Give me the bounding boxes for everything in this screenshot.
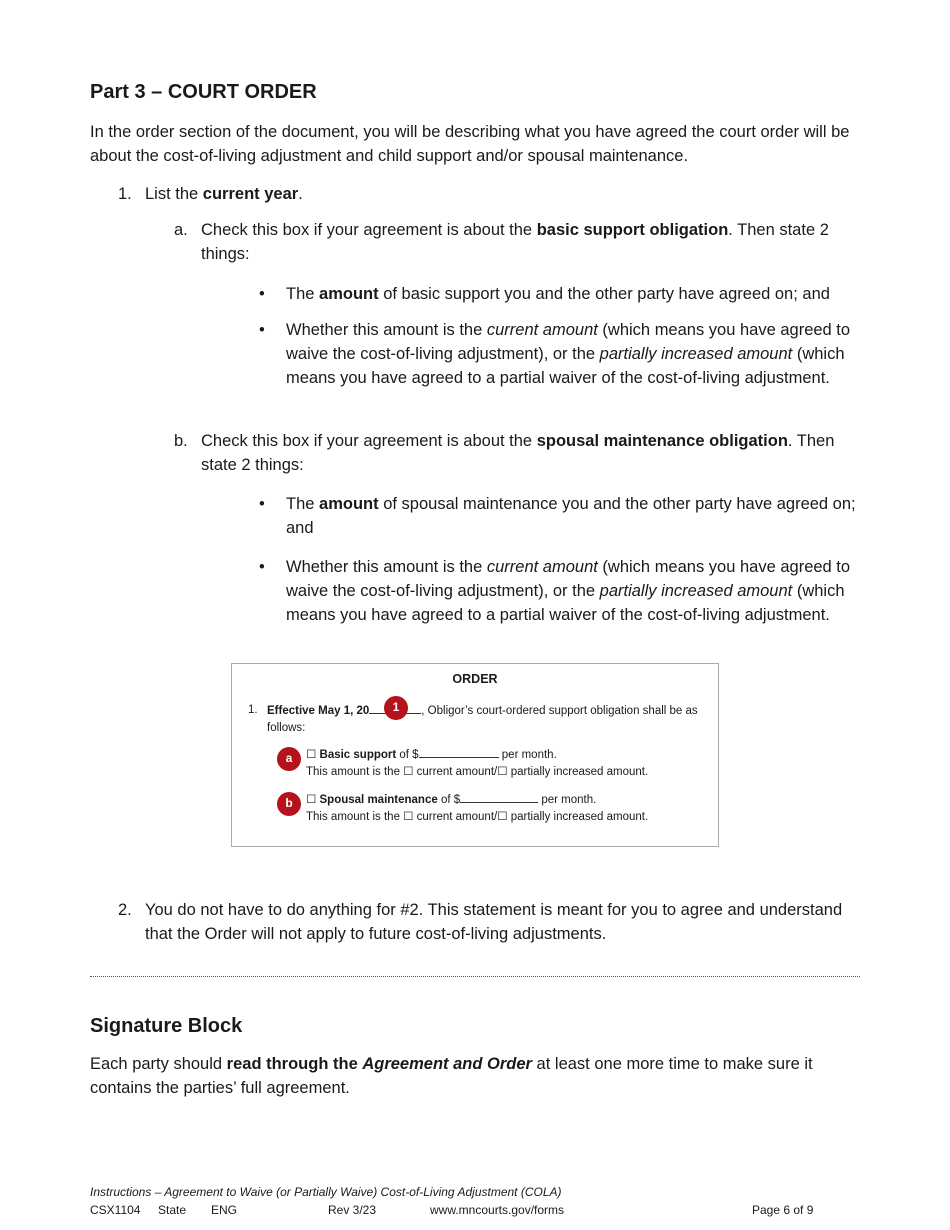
italic-text: partially increased amount bbox=[599, 345, 793, 363]
bold-text: amount bbox=[319, 495, 379, 513]
text: of $ bbox=[437, 794, 461, 806]
text: Whether this amount is the bbox=[286, 558, 487, 576]
order-title: ORDER bbox=[452, 672, 498, 686]
text: (which means you have agreed to waive the cost-of-living adjustment), or the bbox=[286, 321, 851, 363]
text: (which means you have agreed to waive the cost-of-living adjustment), or the bbox=[286, 558, 851, 600]
footer-revision: Rev 3/23 bbox=[328, 1203, 377, 1217]
bold-text: read through the bbox=[226, 1055, 363, 1073]
checkbox-icon: ☐ bbox=[306, 794, 317, 806]
bold-text: current year bbox=[202, 185, 299, 203]
text: (which means you have agreed to a partial waiver of the cost-of-living adjustment. bbox=[286, 345, 845, 387]
footer-state: State bbox=[158, 1203, 187, 1217]
text: partially increased amount. bbox=[507, 766, 649, 778]
checkbox-icon: ☐ bbox=[497, 766, 508, 778]
footer-form-number: CSX1104 bbox=[90, 1203, 141, 1217]
text: of $ bbox=[396, 749, 419, 761]
intro-paragraph: In the order section of the document, you will be describing what you have agreed the court order will be about the cost-of-living adjustment and child support and/or spousal maintenance. bbox=[90, 123, 850, 165]
text: . bbox=[298, 185, 303, 203]
callout-badge-b: b bbox=[277, 792, 301, 816]
text: . Then state 2 things: bbox=[201, 221, 829, 263]
spousal-line bbox=[306, 791, 596, 809]
italic-text: current amount bbox=[486, 321, 598, 339]
text: Whether this amount is the bbox=[286, 321, 487, 339]
text: of spousal maintenance you and the other party have agreed on; and bbox=[286, 495, 856, 537]
footer-url[interactable]: www.mncourts.gov/forms bbox=[430, 1203, 565, 1217]
text: This amount is the bbox=[306, 811, 404, 823]
callout-badge-a: a bbox=[277, 747, 301, 771]
signature-paragraph bbox=[90, 1052, 850, 1100]
text: partially increased amount. bbox=[507, 811, 649, 823]
text: The bbox=[286, 495, 320, 513]
bullet-a2 bbox=[259, 318, 861, 390]
footer-title: Instructions – Agreement to Waive (or Partially Waive) Cost-of-Living Adjustment (COLA) bbox=[90, 1185, 562, 1199]
text: , Obligor’s court-ordered support obligation shall be as follows: bbox=[267, 705, 698, 734]
text: current amount/ bbox=[413, 811, 498, 823]
text: Check this box if your agreement is about the bbox=[201, 221, 537, 239]
bullet-icon: • bbox=[259, 558, 265, 576]
bold-text: Effective May 1, 20 bbox=[267, 705, 370, 717]
checkbox-icon: ☐ bbox=[403, 766, 414, 778]
bullet-icon: • bbox=[259, 285, 265, 303]
spousal-amount-type-line bbox=[306, 809, 648, 826]
section-divider bbox=[90, 976, 860, 977]
italic-text: current amount bbox=[486, 558, 598, 576]
amount-blank bbox=[419, 746, 499, 758]
order-item-text bbox=[267, 702, 712, 737]
signature-heading: Signature Block bbox=[90, 1015, 243, 1037]
bold-text: Spousal maintenance bbox=[319, 794, 438, 806]
checkbox-icon: ☐ bbox=[403, 811, 414, 823]
text: . Then state 2 things: bbox=[201, 432, 835, 474]
bullet-a1 bbox=[259, 282, 861, 306]
bold-text: basic support obligation bbox=[536, 221, 729, 239]
part3-heading: Part 3 – COURT ORDER bbox=[90, 81, 317, 103]
item-b-letter: b. bbox=[174, 432, 188, 450]
bullet-icon: • bbox=[259, 495, 265, 513]
item-2-number: 2. bbox=[118, 901, 132, 919]
item-a-letter: a. bbox=[174, 221, 188, 239]
item-a-text bbox=[201, 218, 851, 266]
text: per month. bbox=[538, 794, 597, 806]
item-number: 1. bbox=[118, 185, 132, 203]
bold-text: Basic support bbox=[319, 749, 397, 761]
item-2-text: You do not have to do anything for #2. This statement is meant for you to agree and understand that the Order will not apply to future cost-of-living adjustments. bbox=[145, 901, 843, 943]
footer-page-number: Page 6 of 9 bbox=[752, 1203, 814, 1217]
order-excerpt-image bbox=[231, 663, 719, 847]
bullet-icon: • bbox=[259, 321, 265, 339]
text: at least one more time to make sure it contains the parties’ full agreement. bbox=[90, 1055, 813, 1097]
text: This amount is the bbox=[306, 766, 404, 778]
order-item-number: 1. bbox=[248, 704, 258, 716]
text: List the bbox=[145, 185, 203, 203]
text: current amount/ bbox=[413, 766, 498, 778]
basic-support-line bbox=[306, 746, 557, 764]
text: The bbox=[286, 285, 320, 303]
bullet-b1 bbox=[259, 492, 861, 540]
text: per month. bbox=[498, 749, 557, 761]
bold-italic-text: Agreement and Order bbox=[362, 1055, 532, 1073]
bold-text: amount bbox=[319, 285, 379, 303]
bold-text: spousal maintenance obligation bbox=[536, 432, 788, 450]
basic-amount-type-line bbox=[306, 764, 648, 781]
checkbox-icon: ☐ bbox=[306, 749, 317, 761]
footer-language: ENG bbox=[211, 1203, 238, 1217]
text: of basic support you and the other party have agreed on; and bbox=[378, 285, 830, 303]
text: Each party should bbox=[90, 1055, 227, 1073]
amount-blank bbox=[460, 791, 538, 803]
checkbox-icon: ☐ bbox=[497, 811, 508, 823]
italic-text: partially increased amount bbox=[599, 582, 793, 600]
item-b-text bbox=[201, 429, 851, 477]
text: (which means you have agreed to a partial waiver of the cost-of-living adjustment. bbox=[286, 582, 845, 624]
bullet-b2 bbox=[259, 555, 861, 627]
callout-badge-1: 1 bbox=[384, 696, 408, 720]
item-1 bbox=[118, 182, 303, 206]
text: Check this box if your agreement is about the bbox=[201, 432, 537, 450]
